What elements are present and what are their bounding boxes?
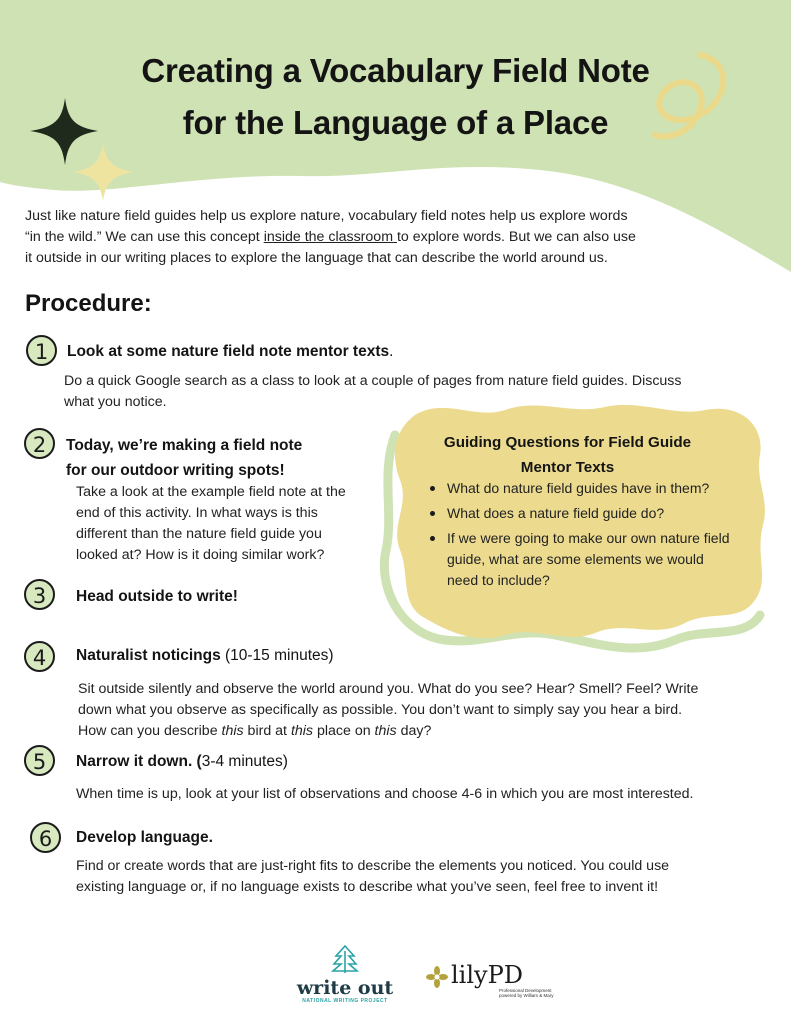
step-4-body: [78, 679, 778, 742]
body-text: place on: [313, 723, 375, 739]
lilypd-logo: [425, 962, 554, 998]
step-title-text: Narrow it down. (: [76, 753, 202, 770]
step-body-line: existing language or, if no language exists to describe what you’ve seen, feel free to invent it!: [76, 879, 659, 895]
step-title-text: Look at some nature field note mentor texts: [67, 343, 390, 360]
lilypd-subtitle-line: Professional Development: [499, 988, 552, 993]
step-number-6: 6: [30, 822, 61, 853]
step-3-title: Head outside to write!: [76, 588, 238, 605]
intro-text: to explore words. But we can also use: [396, 229, 636, 245]
step-1-title: [67, 342, 393, 362]
lilypd-subtitle-line: powered by William & Mary: [499, 993, 554, 998]
step-title-line: Today, we’re making a field note: [66, 437, 303, 454]
step-2-title: [66, 433, 366, 483]
page-title-line2: for the Language of a Place: [182, 104, 609, 141]
guiding-title-line: Mentor Texts: [520, 459, 615, 476]
flower-icon: [425, 965, 449, 989]
write-out-logo: [290, 945, 400, 1004]
step-body-line: looked at? How is it doing similar work?: [76, 547, 325, 563]
step-5-body: [76, 784, 776, 805]
step-body-line: Find or create words that are just-right fits to describe the elements you noticed. You could use: [76, 858, 670, 874]
intro-line: Just like nature field guides help us explore nature, vocabulary field notes help us explore words: [25, 208, 628, 224]
guiding-question-item: What do nature field guides have in them?: [425, 478, 735, 499]
step-body-line: Take a look at the example field note at the: [76, 484, 346, 500]
lilypd-subtitle: [499, 988, 554, 998]
body-emphasis: this: [374, 723, 397, 739]
guiding-question-item: What does a nature field guide do?: [425, 503, 735, 524]
body-text: bird at: [243, 723, 291, 739]
procedure-heading: Procedure:: [25, 290, 152, 317]
step-6-body: [76, 856, 776, 898]
step-number-1: 1: [26, 335, 57, 366]
step-number-5: 5: [24, 745, 55, 776]
body-text: How can you describe: [78, 723, 222, 739]
lilypd-wordmark: lilyPD: [451, 961, 523, 989]
step-title-line: for our outdoor writing spots!: [66, 462, 285, 479]
step-6-title: Develop language.: [76, 829, 213, 846]
body-emphasis: this: [290, 723, 314, 739]
intro-line: it outside in our writing places to explore the language that can describe the world around us.: [25, 250, 608, 266]
step-body-line: end of this activity. In what ways is this: [76, 505, 318, 521]
guiding-title-line: Guiding Questions for Field Guide: [443, 434, 692, 451]
step-body-line: Do a quick Google search as a class to look at a couple of pages from nature field guides. Discuss: [64, 373, 682, 389]
step-number-4: 4: [24, 641, 55, 672]
step-1-body: [64, 371, 744, 413]
page-title-line1: Creating a Vocabulary Field Note: [141, 52, 650, 89]
step-title-suffix: (10-15 minutes): [220, 647, 334, 664]
step-number-2: 2: [24, 428, 55, 459]
step-body-line: Sit outside silently and observe the world around you. What do you see? Hear? Smell? Feel? Write: [78, 681, 699, 697]
intro-text: “in the wild.” We can use this concept: [25, 229, 264, 245]
body-text: day?: [396, 723, 432, 739]
step-2-body: [76, 482, 376, 566]
step-4-title: [76, 646, 334, 666]
intro-line: [25, 227, 725, 248]
guiding-question-item: If we were going to make our own nature field guide, what are some elements we would need to include?: [425, 528, 735, 591]
write-out-subtitle: NATIONAL WRITING PROJECT: [302, 998, 388, 1004]
write-out-wordmark: write out: [296, 977, 394, 999]
tree-icon: [330, 945, 360, 973]
step-title-suffix: .: [389, 343, 394, 360]
step-body-line: what you notice.: [64, 394, 167, 410]
guiding-questions-title: [415, 430, 720, 480]
step-title-suffix: 3-4 minutes): [201, 753, 288, 770]
body-emphasis: this: [221, 723, 244, 739]
step-body-line: When time is up, look at your list of observations and choose 4-6 in which you are most interested.: [76, 786, 694, 802]
step-body-line: different than the nature field guide you: [76, 526, 322, 542]
step-body-line: down what you observe as specifically as possible. You don’t want to simply say you hear a bird.: [78, 702, 683, 718]
guiding-questions-list: [425, 478, 735, 595]
intro-paragraph: [25, 206, 725, 269]
step-body-line: [78, 721, 778, 742]
classroom-link[interactable]: inside the classroom: [263, 229, 397, 245]
step-number-3: 3: [24, 579, 55, 610]
step-title-text: Naturalist noticings: [76, 647, 221, 664]
step-5-title: [76, 752, 288, 772]
